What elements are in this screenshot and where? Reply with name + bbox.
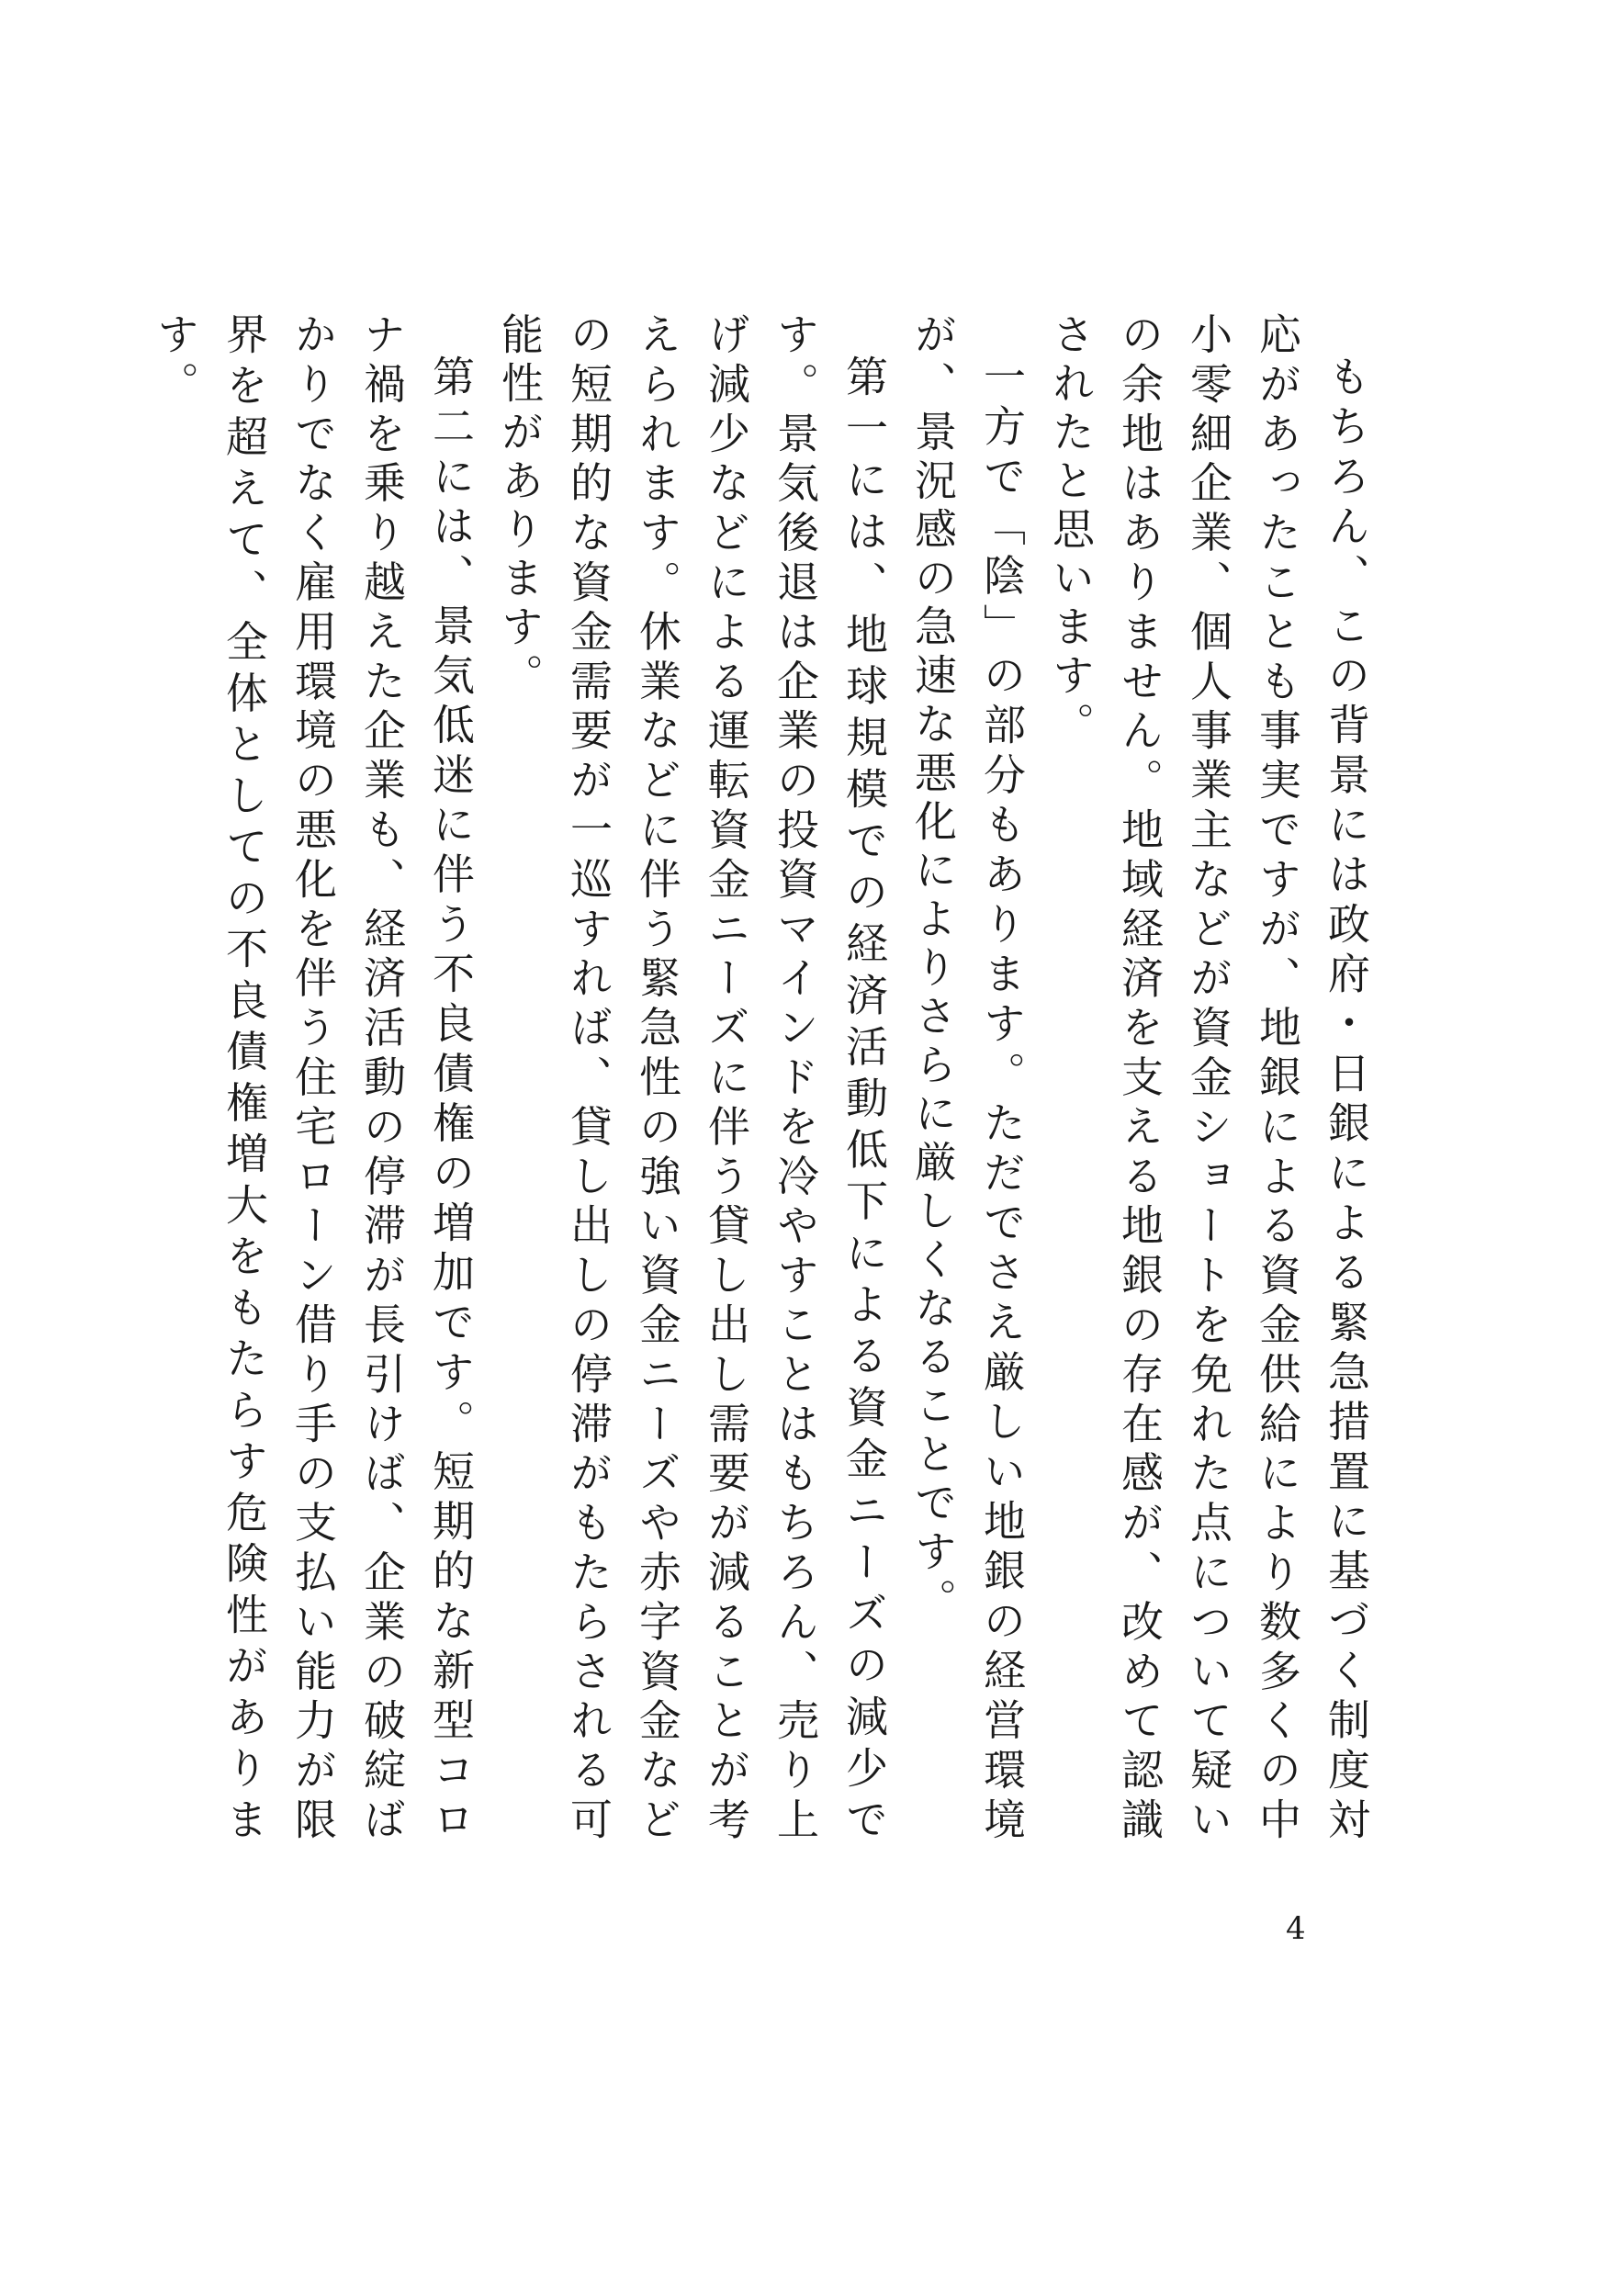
paragraph-1: もちろん、この背景には政府・日銀による緊急措置に基づく制度対応があったことも事実ですが、地銀による資金供給により数多くの中小零細企業、個人事業主などが資金ショートを免れた点について疑いの余地はありません。地域経済を支える地銀の存在感が、改めて認識されたと思います。 [1046,312,1371,1846]
paragraph-3: 第一には、地球規模での経済活動低下による資金ニーズの減少です。景気後退は企業の投資マインドを冷やすことはもちろん、売り上げ減少などによる運転資金ニーズに伴う貸し出し需要が減ることが考えられます。休業などに伴う緊急性の強い資金ニーズや赤字資金などの短期的な資金需要が一巡すれば、貸し出しの停滞がもたらされる可能性があります。 [495,312,889,1847]
page-number: 4 [1286,1910,1306,1947]
vertical-text-body [141,312,1380,1846]
paragraph-2: 一方で「陰」の部分もあります。ただでさえ厳しい地銀の経営環境が、景況感の急速な悪化によりさらに厳しくなることです。 [908,312,1027,1846]
paragraph-4: 第二には、景気低迷に伴う不良債権の増加です。短期的な新型コロナ禍を乗り越えた企業も、経済活動の停滞が長引けば、企業の破綻ばかりでなく雇用環境の悪化を伴う住宅ローン借り手の支払い能力が限界を超えて、全体としての不良債権増大をもたらす危険性があります。 [151,312,476,1847]
